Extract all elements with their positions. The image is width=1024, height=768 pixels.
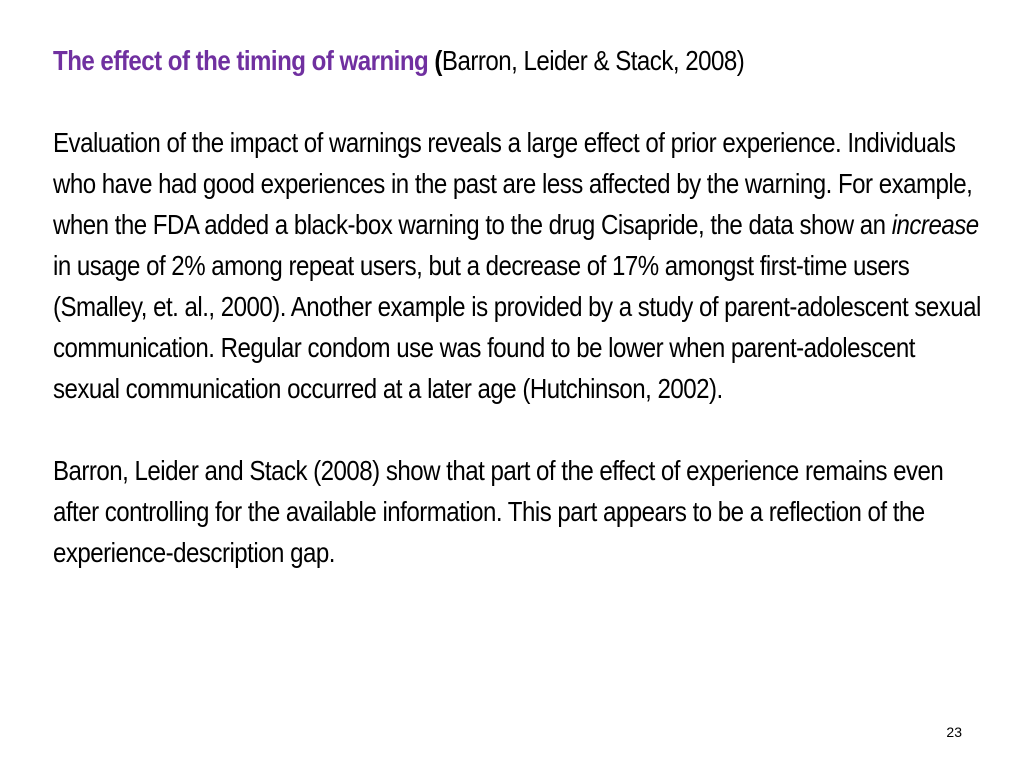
slide-body	[53, 40, 982, 573]
title-heading: The effect of the timing of warning	[53, 45, 429, 76]
spacer	[53, 81, 982, 122]
paragraph-warnings-evidence	[53, 122, 982, 409]
paragraph-text-end: in usage of 2% among repeat users, but a decrease of 17% amongst first-time users (Smalley, et. al., 2000). Another example is provided by a study of parent-adolescent sexual communication. Regular condom use was found to be lower when parent-adolescent sexual communication occurred at a later age (Hutchinson, 2002).	[53, 250, 981, 404]
page-number: 23	[946, 724, 962, 740]
title-citation: Barron, Leider & Stack, 2008)	[441, 45, 745, 76]
spacer	[53, 409, 982, 450]
paragraph-text-start: Evaluation of the impact of warnings reveals a large effect of prior experience. Individuals who have had good experiences in the past are less affected by the warning. For example, when the FDA added a black-box warning to the drug Cisapride, the data show an	[53, 127, 973, 240]
emphasis-increase: increase	[891, 209, 979, 240]
slide-title	[53, 40, 982, 81]
title-open-paren: (	[434, 45, 442, 76]
paragraph-experience-gap: Barron, Leider and Stack (2008) show that part of the effect of experience remains even after controlling for the available information. This part appears to be a reflection of the experience-description gap.	[53, 455, 944, 568]
